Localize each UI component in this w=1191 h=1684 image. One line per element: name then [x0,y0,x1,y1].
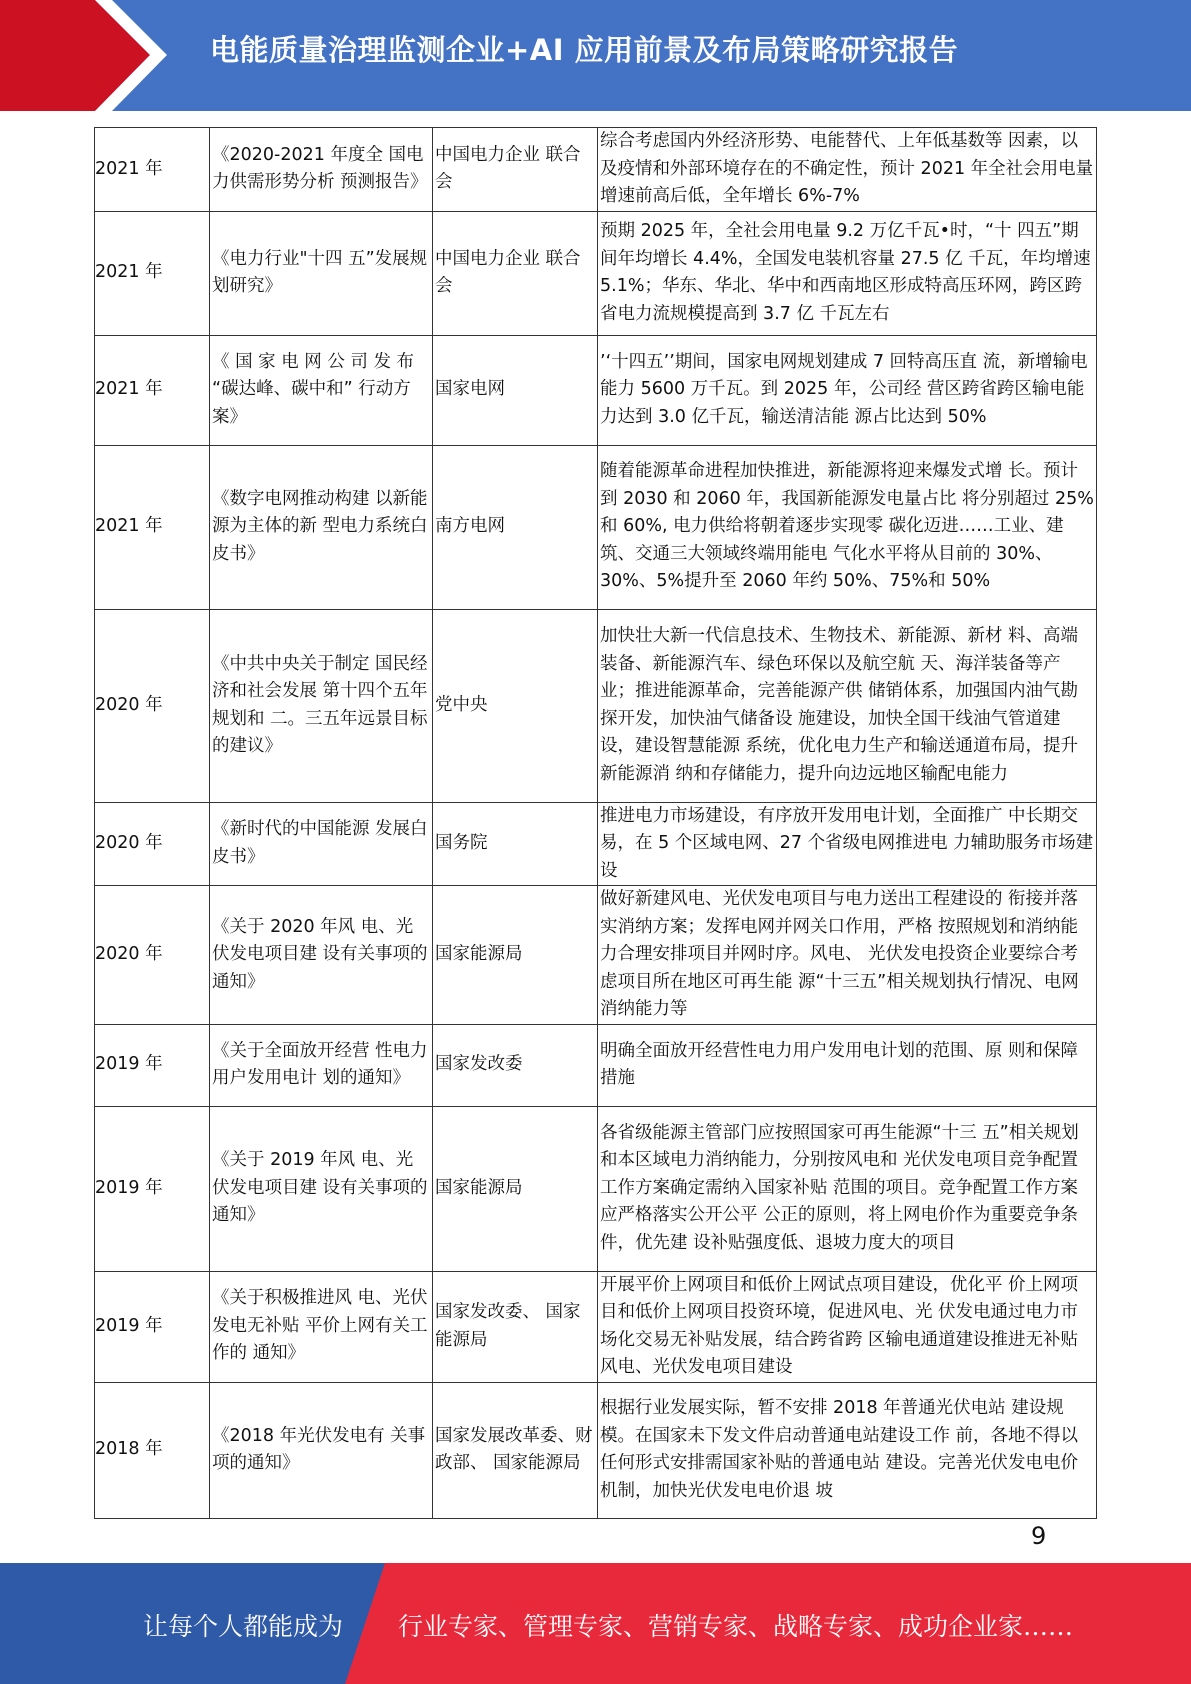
year-cell: 2021 年 [95,335,210,445]
year-cell: 2019 年 [95,1024,210,1106]
footer-slogan-left: 让每个人都能成为 [143,1612,344,1641]
document-title-cell: 《2020-2021 年度全 国电力供需形势分析 预测报告》 [210,128,433,212]
table-row [95,609,1097,802]
content-cell: 预期 2025 年，全社会用电量 9.2 万亿千瓦•时，“十 四五”期间年均增长 4.4%，全国发电装机容量 27.5 亿 千瓦，年均增速 5.1%；华东、华北、华中和西南地区形成特高压环网，跨区跨省电力流规模提高到 3.7 亿 千瓦左右 [598,211,1097,335]
issuing-org-cell: 国务院 [433,802,598,886]
table-row [95,1271,1097,1382]
issuing-org-cell: 中国电力企业 联合会 [433,211,598,335]
document-title-cell: 《数字电网推动构建 以新能源为主体的新 型电力系统白皮书》 [210,445,433,609]
document-title-cell: 《关于全面放开经营 性电力用户发用电计 划的通知》 [210,1024,433,1106]
content-cell: 推进电力市场建设，有序放开发用电计划，全面推广 中长期交易，在 5 个区域电网、27 个省级电网推进电 力辅助服务市场建设 [598,802,1097,886]
content-cell: 各省级能源主管部门应按照国家可再生能源“十三 五”相关规划和本区域电力消纳能力，分别按风电和 光伏发电项目竞争配置工作方案确定需纳入国家补贴 范围的项目。竞争配置工作方案应严格落实公开公平 公正的原则，将上网电价作为重要竞争条件，优先建 设补贴强度低、退坡力度大的项目 [598,1106,1097,1271]
document-title-cell: 《关于积极推进风 电、光伏发电无补贴 平价上网有关工作的 通知》 [210,1271,433,1382]
issuing-org-cell: 国家能源局 [433,1106,598,1271]
year-cell: 2021 年 [95,128,210,212]
issuing-org-cell: 国家能源局 [433,886,598,1025]
year-cell: 2020 年 [95,802,210,886]
content-cell: 加快壮大新一代信息技术、生物技术、新能源、新材 料、高端装备、新能源汽车、绿色环保以及航空航 天、海洋装备等产业；推进能源革命，完善能源产供 储销体系，加强国内油气勘探开发，加快油气储备设 施建设，加快全国干线油气管道建设，建设智慧能源 系统，优化电力生产和输送通道布局，提升新能源消 纳和存储能力，提升向边远地区输配电能力 [598,609,1097,802]
table-row [95,211,1097,335]
policy-table [94,127,1097,1519]
document-title-cell: 《中共中央关于制定 国民经济和社会发展 第十四个五年规划和 二。三五年远景目标 的建议》 [210,609,433,802]
report-title: 电能质量治理监测企业+AI 应用前景及布局策略研究报告 [210,33,959,67]
issuing-org-cell: 国家发改委 [433,1024,598,1106]
page-footer-band [0,1563,1191,1684]
table-row [95,886,1097,1025]
table-row [95,802,1097,886]
table-row [95,335,1097,445]
content-cell: 开展平价上网项目和低价上网试点项目建设，优化平 价上网项目和低价上网项目投资环境，促进风电、光 伏发电通过电力市场化交易无补贴发展，结合跨省跨 区输电通道建设推进无补贴风电、光伏发电项目建设 [598,1271,1097,1382]
document-title-cell: 《关于 2020 年风 电、光伏发电项目建 设有关事项的通知》 [210,886,433,1025]
year-cell: 2018 年 [95,1382,210,1518]
content-cell: 明确全面放开经营性电力用户发用电计划的范围、原 则和保障措施 [598,1024,1097,1106]
year-cell: 2019 年 [95,1106,210,1271]
year-cell: 2021 年 [95,445,210,609]
year-cell: 2020 年 [95,886,210,1025]
footer-slogan-right: 行业专家、管理专家、营销专家、战略专家、成功企业家…… [398,1612,1074,1641]
document-title-cell: 《电力行业"十四 五”发展规划研究》 [210,211,433,335]
issuing-org-cell: 国家发改委、 国家能源局 [433,1271,598,1382]
issuing-org-cell: 南方电网 [433,445,598,609]
year-cell: 2021 年 [95,211,210,335]
year-cell: 2020 年 [95,609,210,802]
issuing-org-cell: 中国电力企业 联合会 [433,128,598,212]
issuing-org-cell: 党中央 [433,609,598,802]
content-cell: 综合考虑国内外经济形势、电能替代、上年低基数等 因素，以及疫情和外部环境存在的不确定性，预计 2021 年全社会用电量增速前高后低，全年增长 6%-7% [598,128,1097,212]
issuing-org-cell: 国家发展改革委、财政部、 国家能源局 [433,1382,598,1518]
page-header-band [0,0,1191,111]
content-cell: 随着能源革命进程加快推进，新能源将迎来爆发式增 长。预计到 2030 和 2060 年，我国新能源发电量占比 将分别超过 25%和 60%, 电力供给将朝着逐步实现零 碳化迈进……工业、建筑、交通三大领域终端用能电 气化水平将从目前的 30%、30%、5%提升至 2060 年约 50%、75%和 50% [598,445,1097,609]
issuing-org-cell: 国家电网 [433,335,598,445]
document-title-cell: 《2018 年光伏发电有 关事项的通知》 [210,1382,433,1518]
table-row [95,445,1097,609]
content-cell: ’‘十四五’’期间，国家电网规划建成 7 回特高压直 流，新增输电能力 5600 万千瓦。到 2025 年，公司经 营区跨省跨区输电能力达到 3.0 亿千瓦，输送清洁能 源占比达到 50% [598,335,1097,445]
document-title-cell: 《关于 2019 年风 电、光伏发电项目建 设有关事项的通知》 [210,1106,433,1271]
table-row [95,1106,1097,1271]
document-title-cell: 《新时代的中国能源 发展白皮书》 [210,802,433,886]
content-cell: 根据行业发展实际，暂不安排 2018 年普通光伏电站 建设规模。在国家未下发文件启动普通电站建设工作 前，各地不得以任何形式安排需国家补贴的普通电站 建设。完善光伏发电电价机制，加快光伏发电电价退 坡 [598,1382,1097,1518]
table-row [95,1024,1097,1106]
content-cell: 做好新建风电、光伏发电项目与电力送出工程建设的 衔接并落实消纳方案；发挥电网并网关口作用，严格 按照规划和消纳能力合理安排项目并网时序。风电、 光伏发电投资企业要综合考虑项目所在地区可再生能 源“十三五”相关规划执行情况、电网消纳能力等 [598,886,1097,1025]
table-row [95,128,1097,212]
table-row [95,1382,1097,1518]
page-number: 9 [1031,1522,1047,1550]
document-title-cell: 《 国 家 电 网 公 司 发 布 “碳达峰、碳中和” 行动方案》 [210,335,433,445]
year-cell: 2019 年 [95,1271,210,1382]
